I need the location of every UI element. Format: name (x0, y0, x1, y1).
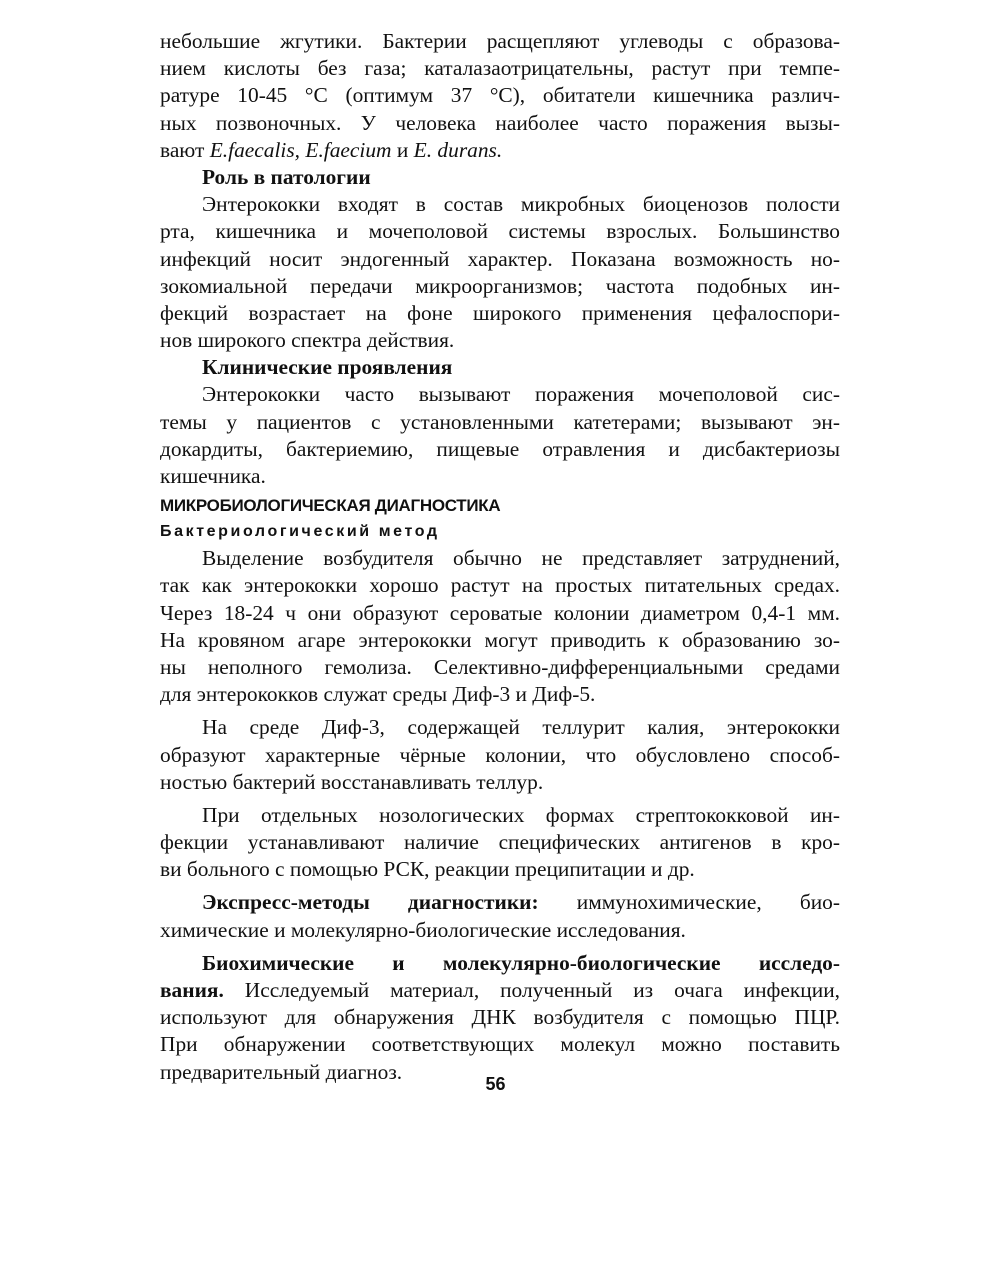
text-line: При отдельных нозологических формах стрептококковой ин- (202, 802, 840, 827)
text-line: так как энтерококки хорошо растут на простых питательных средах. (160, 573, 840, 598)
text-line: образуют характерные чёрные колонии, что обусловлено способ- (160, 742, 840, 767)
species-name: E.faecalis, (209, 137, 301, 162)
text-fragment: иммунохимические, био- (538, 890, 840, 915)
text-line: ностью бактерий восстанавливать теллур. (160, 769, 544, 794)
text-fragment: и (391, 137, 414, 162)
diagnostics-paragraph-express (160, 889, 840, 943)
species-name: E. durans. (413, 137, 503, 162)
text-line: ви больного с помощью РСК, реакции преципитации и др. (160, 857, 695, 882)
text-line-species (160, 137, 840, 164)
text-line: Энтерококки входят в состав микробных биоценозов полости (202, 192, 840, 217)
text-line: фекции устанавливают наличие специфических антигенов в кро- (160, 830, 840, 855)
text-line: На кровяном агаре энтерококки могут приводить к образованию зо- (160, 627, 840, 652)
species-name: E.faecium (305, 137, 392, 162)
text-line: ратуре 10-45 °С (оптимум 37 °С), обитатели кишечника различ- (160, 83, 840, 108)
text-line: предварительный диагноз. (160, 1059, 403, 1084)
text-line: для энтерококков служат среды Диф-3 и Диф-5. (160, 682, 596, 707)
clinical-paragraph (160, 381, 840, 490)
text-line-express (160, 889, 840, 916)
text-line: При обнаружении соответствующих молекул можно поставить (160, 1032, 840, 1057)
text-line: ных позвоночных. У человека наиболее часто поражения вызы- (160, 110, 840, 135)
molecular-methods-label-end: вания. (160, 978, 224, 1002)
diagnostics-paragraph-2 (160, 714, 840, 796)
text-line: Через 18-24 ч они образуют сероватые колонии диаметром 0,4-1 мм. (160, 600, 840, 625)
text-line: докардиты, бактериемию, пищевые отравления и дисбактериозы (160, 436, 840, 461)
section-heading-diagnostics: МИКРОБИОЛОГИЧЕСКАЯ ДИАГНОСТИКА (160, 496, 501, 516)
text-line: ны неполного гемолиза. Селективно-дифференциальными средами (160, 654, 840, 679)
intro-paragraph (160, 28, 840, 164)
text-fragment: вают (160, 137, 210, 162)
text-line: Выделение возбудителя обычно не представляет затруднений, (202, 546, 840, 571)
text-line: используют для обнаружения ДНК возбудителя с помощью ПЦР. (160, 1005, 840, 1030)
molecular-methods-label: Биохимические и молекулярно-биологические исследо- (202, 950, 840, 975)
page-number: 56 (485, 1074, 506, 1094)
text-line: Энтерококки часто вызывают поражения мочеполовой сис- (202, 382, 840, 407)
text-line: рта, кишечника и мочеполовой системы взрослых. Большинство (160, 219, 840, 244)
diagnostics-paragraph-molecular (160, 950, 840, 1086)
document-page (160, 28, 840, 1086)
text-line: нов широкого спектра действия. (160, 328, 455, 353)
text-line-mixed (160, 977, 840, 1004)
text-line-bold (160, 950, 840, 977)
text-line: инфекций носит эндогенный характер. Показана возможность но- (160, 246, 840, 271)
text-line: небольшие жгутики. Бактерии расщепляют углеводы с образова- (160, 29, 840, 53)
diagnostics-paragraph-3 (160, 802, 840, 884)
text-line: химические и молекулярно-биологические исследования. (160, 917, 686, 942)
section-heading-pathology: Роль в патологии (202, 164, 371, 189)
diagnostics-paragraph-1 (160, 545, 840, 708)
text-line: нием кислоты без газа; каталазаотрицательны, растут при темпе- (160, 56, 840, 81)
text-line: темы у пациентов с установленными катетерами; вызывают эн- (160, 409, 840, 434)
text-fragment: Исследуемый материал, полученный из очага инфекции, (223, 978, 840, 1002)
text-line: фекций возрастает на фоне широкого применения цефалоспори- (160, 300, 840, 325)
pathology-paragraph (160, 191, 840, 354)
express-methods-label: Экспресс-методы диагностики: (202, 890, 539, 915)
subsection-heading-bacteriological: Бактериологический метод (160, 523, 440, 541)
section-heading-clinical: Клинические проявления (202, 355, 453, 380)
text-line: кишечника. (160, 464, 266, 488)
text-line: зокомиальной передачи микроорганизмов; частота подобных ин- (160, 273, 840, 298)
text-line: На среде Диф-3, содержащей теллурит калия, энтерококки (202, 715, 840, 740)
